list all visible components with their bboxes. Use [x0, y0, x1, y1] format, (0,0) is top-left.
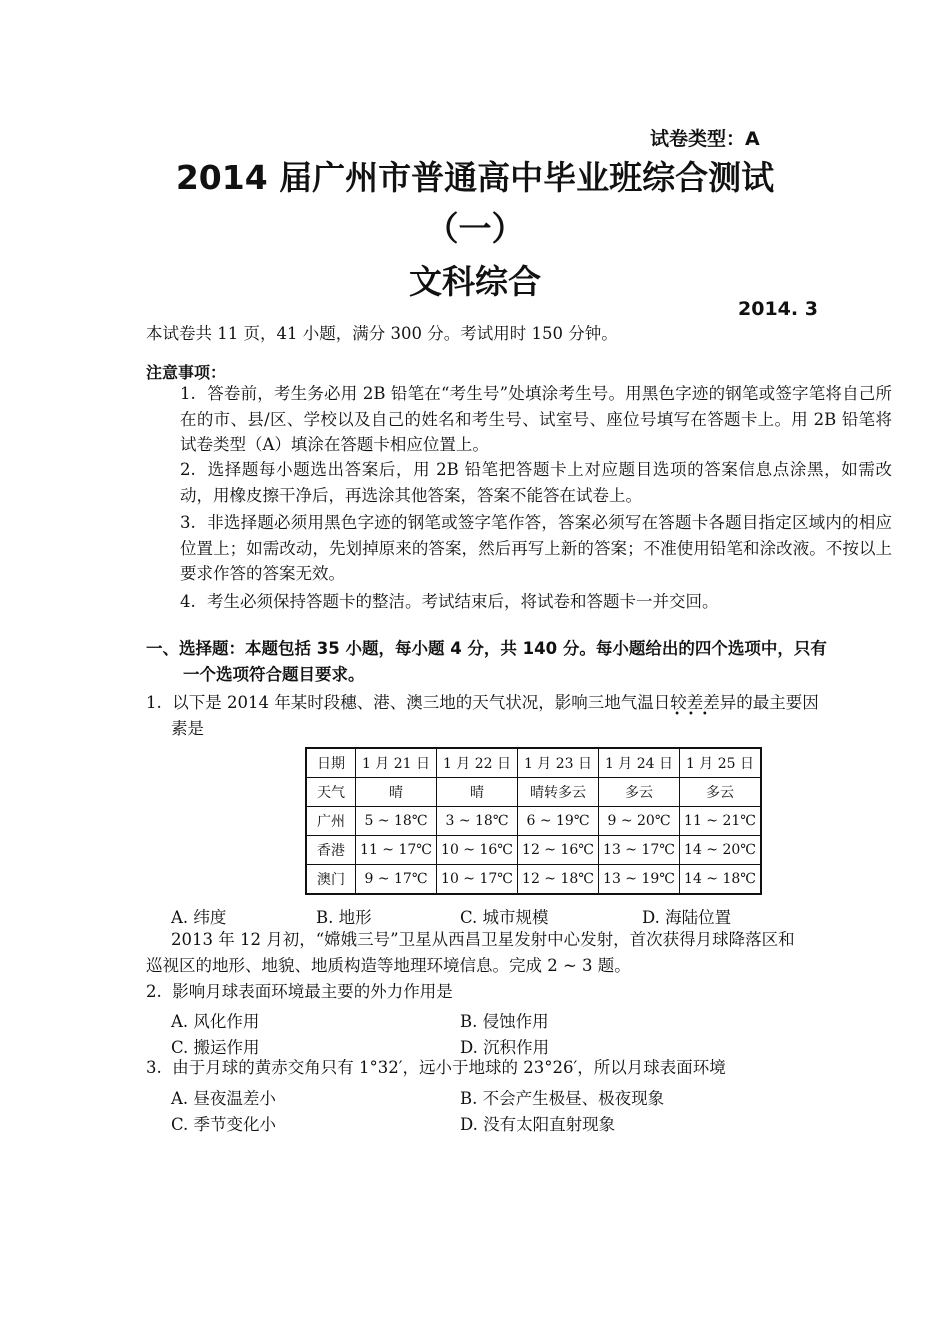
table-cell: 5 ~ 18℃: [356, 807, 437, 836]
note-number: 2.: [180, 460, 196, 479]
option-c: C. 季节变化小: [171, 1115, 277, 1134]
note-number: 1.: [180, 384, 196, 403]
table-cell: 多云: [680, 778, 762, 807]
question-text: 异的最主要因: [719, 693, 819, 712]
passage-text-cont: 巡视区的地形、地貌、地质构造等地理环境信息。完成 2 ~ 3 题。: [146, 956, 631, 975]
table-header-cell: 1 月 22 日: [437, 748, 518, 778]
table-cell: 11 ~ 21℃: [680, 807, 762, 836]
section-heading-cont: 一个选项符合题目要求。: [183, 665, 365, 684]
table-header-cell: 1 月 25 日: [680, 748, 762, 778]
table-cell: 9 ~ 20℃: [599, 807, 680, 836]
table-cell: 澳门: [306, 865, 356, 895]
table-cell: 9 ~ 17℃: [356, 865, 437, 895]
table-row: [306, 865, 761, 895]
question-text: 以下是 2014 年某时段穗、港、澳三地的天气状况，影响三地气温日: [172, 693, 671, 712]
exam-subject: 文科综合: [409, 262, 541, 301]
question-3-stem: [146, 1060, 726, 1077]
question-2-stem: [146, 984, 453, 1001]
table-cell: 10 ~ 16℃: [437, 836, 518, 865]
question-text: 由于月球的黄赤交角只有 1°32′，远小于地球的 23°26′，所以月球表面环境: [172, 1058, 726, 1077]
exam-title-number: （一）: [425, 209, 525, 248]
option-c: C. 搬运作用: [171, 1038, 260, 1057]
question-number: 2.: [146, 982, 162, 1001]
option-d: D. 沉积作用: [460, 1038, 550, 1057]
option-a: A. 纬度: [171, 908, 227, 927]
question-1-stem-cont: 素是: [171, 719, 204, 738]
note-text: 非选择题必须用黑色字迹的钢笔或签字笔作答，答案必须写在答题卡各题目指定区域内的相应位置上；如需改动，先划掉原来的答案，然后再写上新的答案；不准使用铅笔和涂改液。不按以上要求作答的答案无效。: [180, 513, 892, 583]
passage-text: 2013 年 12 月初，“嫦娥三号”卫星从西昌卫星发射中心发射，首次获得月球降落区和: [171, 930, 795, 949]
note-text: 考生必须保持答题卡的整洁。考试结束后，将试卷和答题卡一并交回。: [207, 592, 719, 611]
table-cell: 广州: [306, 807, 356, 836]
option-b: B. 侵蚀作用: [460, 1012, 549, 1031]
table-cell: 14 ~ 20℃: [680, 836, 762, 865]
note-item: [180, 589, 892, 615]
table-cell: 晴: [437, 778, 518, 807]
emphasis-dots: •••: [674, 709, 716, 720]
table-cell: 12 ~ 18℃: [518, 865, 599, 895]
notes-heading: 注意事项：: [146, 363, 227, 382]
table-row: [306, 778, 761, 807]
table-header-cell: 1 月 24 日: [599, 748, 680, 778]
table-cell: 13 ~ 17℃: [599, 836, 680, 865]
emphasis-dotted-text: [670, 693, 720, 720]
question-text: 影响月球表面环境最主要的外力作用是: [172, 982, 453, 1001]
table-cell: 晴: [356, 778, 437, 807]
table-cell: 6 ~ 19℃: [518, 807, 599, 836]
option-a: A. 风化作用: [171, 1012, 260, 1031]
option-a: A. 昼夜温差小: [171, 1089, 276, 1108]
option-d: D. 海陆位置: [642, 908, 732, 927]
note-item: [180, 510, 892, 587]
table-row: [306, 807, 761, 836]
note-number: 3.: [180, 513, 196, 532]
option-b: B. 不会产生极昼、极夜现象: [460, 1089, 665, 1108]
table-cell: 14 ~ 18℃: [680, 865, 762, 895]
table-header-cell: 1 月 21 日: [356, 748, 437, 778]
table-cell: 13 ~ 19℃: [599, 865, 680, 895]
table-row: [306, 836, 761, 865]
exam-intro: 本试卷共 11 页，41 小题，满分 300 分。考试用时 150 分钟。: [146, 324, 618, 343]
table-cell: 天气: [306, 778, 356, 807]
option-d: D. 没有太阳直射现象: [460, 1115, 616, 1134]
table-cell: 10 ~ 17℃: [437, 865, 518, 895]
table-header-cell: 1 月 23 日: [518, 748, 599, 778]
note-text: 答卷前，考生务必用 2B 铅笔在“考生号”处填涂考生号。用黑色字迹的钢笔或签字笔将自己所在的市、县/区、学校以及自己的姓名和考生号、试室号、座位号填写在答题卡上。用 2B 铅笔将试卷类型（A）填涂在答题卡相应位置上。: [180, 384, 892, 454]
table-cell: 香港: [306, 836, 356, 865]
option-c: C. 城市规模: [460, 908, 549, 927]
exam-date: 2014. 3: [738, 298, 818, 320]
table-cell: 多云: [599, 778, 680, 807]
note-item: [180, 457, 892, 508]
emphasis-text: 较差差: [670, 693, 720, 712]
note-text: 选择题每小题选出答案后，用 2B 铅笔把答题卡上对应题目选项的答案信息点涂黑，如需改动，用橡皮擦干净后，再选涂其他答案，答案不能答在试卷上。: [180, 460, 892, 505]
note-item: [180, 381, 892, 458]
question-number: 3.: [146, 1058, 162, 1077]
table-header-cell: 日期: [306, 748, 356, 778]
note-number: 4.: [180, 592, 196, 611]
question-1-stem: [146, 693, 819, 720]
question-number: 1.: [146, 693, 162, 712]
table-cell: 12 ~ 16℃: [518, 836, 599, 865]
section-heading: 一、选择题：本题包括 35 小题，每小题 4 分，共 140 分。每小题给出的四个选项中，只有: [146, 639, 827, 658]
option-b: B. 地形: [316, 908, 372, 927]
table-header-row: [306, 748, 761, 778]
table-cell: 3 ~ 18℃: [437, 807, 518, 836]
table-cell: 晴转多云: [518, 778, 599, 807]
table-cell: 11 ~ 17℃: [356, 836, 437, 865]
weather-table: [305, 747, 762, 895]
paper-type-label: 试卷类型：A: [650, 128, 760, 150]
exam-title: 2014 届广州市普通高中毕业班综合测试: [175, 158, 775, 197]
